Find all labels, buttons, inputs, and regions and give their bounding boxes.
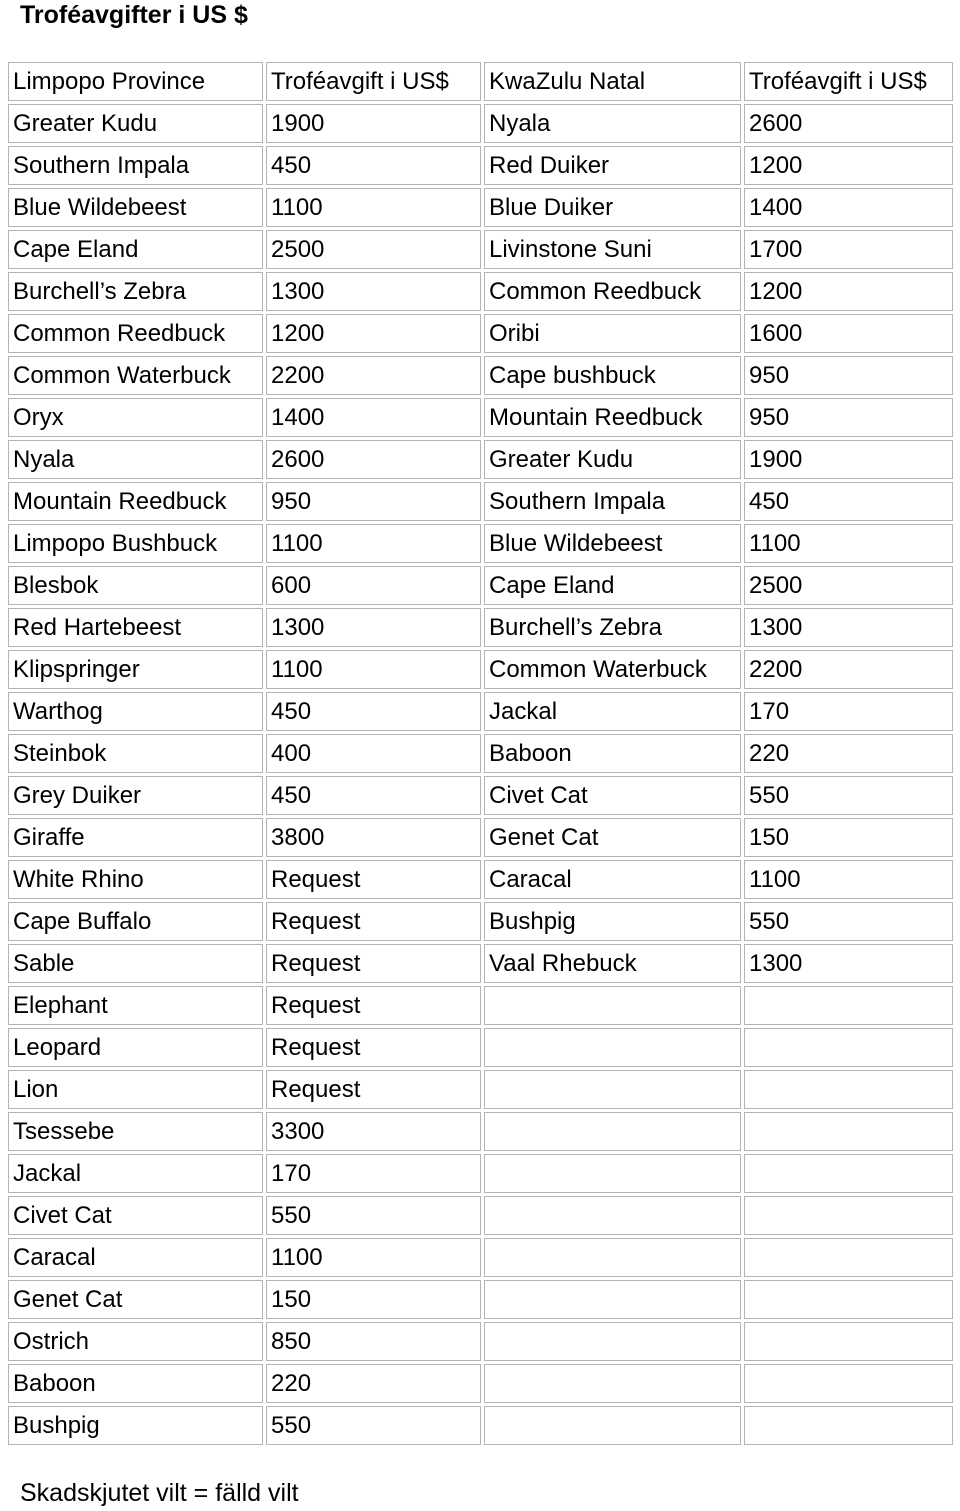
table-row <box>8 818 953 857</box>
kwazulu-fee-cell <box>744 1196 953 1235</box>
kwazulu-fee-cell <box>744 1322 953 1361</box>
kwazulu-fee-cell <box>744 986 953 1025</box>
limpopo-fee-cell: 1300 <box>266 272 481 311</box>
limpopo-species-cell: Cape Buffalo <box>8 902 263 941</box>
limpopo-fee-cell: 1100 <box>266 1238 481 1277</box>
table-row <box>8 146 953 185</box>
table-row <box>8 1070 953 1109</box>
footnote: Skadskjutet vilt = fälld vilt <box>20 1479 299 1507</box>
kwazulu-species-cell: Common Reedbuck <box>484 272 741 311</box>
kwazulu-fee-cell <box>744 1406 953 1445</box>
kwazulu-fee-cell: 550 <box>744 776 953 815</box>
limpopo-species-cell: Ostrich <box>8 1322 263 1361</box>
table-row <box>8 482 953 521</box>
kwazulu-species-cell <box>484 1406 741 1445</box>
limpopo-species-cell: Cape Eland <box>8 230 263 269</box>
limpopo-species-cell: Greater Kudu <box>8 104 263 143</box>
limpopo-fee-cell: 850 <box>266 1322 481 1361</box>
table-row <box>8 104 953 143</box>
kwazulu-fee-cell: 1300 <box>744 944 953 983</box>
limpopo-fee-cell: Request <box>266 944 481 983</box>
limpopo-fee-cell: 550 <box>266 1406 481 1445</box>
limpopo-species-cell: Caracal <box>8 1238 263 1277</box>
table-row <box>8 356 953 395</box>
kwazulu-species-cell <box>484 1280 741 1319</box>
kwazulu-species-cell: Baboon <box>484 734 741 773</box>
limpopo-fee-cell: 400 <box>266 734 481 773</box>
kwazulu-fee-cell: 950 <box>744 356 953 395</box>
limpopo-fee-cell: 2500 <box>266 230 481 269</box>
limpopo-species-cell: Mountain Reedbuck <box>8 482 263 521</box>
limpopo-species-cell: Jackal <box>8 1154 263 1193</box>
limpopo-species-cell: Oryx <box>8 398 263 437</box>
table-row <box>8 1406 953 1445</box>
kwazulu-species-cell: Red Duiker <box>484 146 741 185</box>
limpopo-species-cell: Nyala <box>8 440 263 479</box>
table-row <box>8 986 953 1025</box>
limpopo-fee-cell: Request <box>266 902 481 941</box>
kwazulu-species-cell <box>484 986 741 1025</box>
trophy-fee-table-body <box>8 62 953 1445</box>
limpopo-fee-cell: 1100 <box>266 650 481 689</box>
limpopo-species-cell: Limpopo Bushbuck <box>8 524 263 563</box>
table-row <box>8 650 953 689</box>
table-row <box>8 1154 953 1193</box>
kwazulu-species-cell: Nyala <box>484 104 741 143</box>
page-title: Troféavgifter i US $ <box>20 1 248 29</box>
limpopo-species-cell: Burchell’s Zebra <box>8 272 263 311</box>
limpopo-fee-cell: 450 <box>266 146 481 185</box>
limpopo-species-cell: Steinbok <box>8 734 263 773</box>
table-row <box>8 734 953 773</box>
table-row <box>8 860 953 899</box>
kwazulu-fee-cell: 170 <box>744 692 953 731</box>
kwazulu-species-cell <box>484 1028 741 1067</box>
kwazulu-species-cell: Blue Wildebeest <box>484 524 741 563</box>
kwazulu-species-cell <box>484 1070 741 1109</box>
kwazulu-species-cell <box>484 1154 741 1193</box>
kwazulu-fee-cell: 1100 <box>744 524 953 563</box>
table-row <box>8 440 953 479</box>
limpopo-species-cell: Sable <box>8 944 263 983</box>
kwazulu-species-cell: Jackal <box>484 692 741 731</box>
kwazulu-fee-cell <box>744 1280 953 1319</box>
kwazulu-species-cell: Cape Eland <box>484 566 741 605</box>
limpopo-species-cell: Bushpig <box>8 1406 263 1445</box>
kwazulu-fee-cell: 550 <box>744 902 953 941</box>
kwazulu-fee-cell: 450 <box>744 482 953 521</box>
kwazulu-fee-cell <box>744 1028 953 1067</box>
table-row <box>8 230 953 269</box>
limpopo-species-cell: Blesbok <box>8 566 263 605</box>
kwazulu-species-cell: Southern Impala <box>484 482 741 521</box>
limpopo-fee-cell: 2600 <box>266 440 481 479</box>
limpopo-fee-cell: 950 <box>266 482 481 521</box>
kwazulu-fee-cell: 1200 <box>744 146 953 185</box>
limpopo-species-cell: Giraffe <box>8 818 263 857</box>
header-limpopo-fee: Troféavgift i US$ <box>266 62 481 101</box>
kwazulu-species-cell: Mountain Reedbuck <box>484 398 741 437</box>
limpopo-fee-cell: 450 <box>266 692 481 731</box>
table-row <box>8 1196 953 1235</box>
kwazulu-fee-cell: 2200 <box>744 650 953 689</box>
table-row <box>8 608 953 647</box>
table-row <box>8 1028 953 1067</box>
limpopo-fee-cell: 450 <box>266 776 481 815</box>
limpopo-species-cell: Klipspringer <box>8 650 263 689</box>
table-row <box>8 272 953 311</box>
kwazulu-fee-cell <box>744 1070 953 1109</box>
kwazulu-fee-cell: 950 <box>744 398 953 437</box>
limpopo-fee-cell: 1100 <box>266 524 481 563</box>
kwazulu-fee-cell: 1400 <box>744 188 953 227</box>
limpopo-fee-cell: 3300 <box>266 1112 481 1151</box>
limpopo-fee-cell: 1200 <box>266 314 481 353</box>
kwazulu-fee-cell <box>744 1154 953 1193</box>
table-row <box>8 398 953 437</box>
limpopo-fee-cell: 1400 <box>266 398 481 437</box>
table-row <box>8 902 953 941</box>
kwazulu-fee-cell: 2500 <box>744 566 953 605</box>
kwazulu-species-cell: Caracal <box>484 860 741 899</box>
limpopo-fee-cell: 1300 <box>266 608 481 647</box>
table-row <box>8 314 953 353</box>
kwazulu-species-cell: Vaal Rhebuck <box>484 944 741 983</box>
kwazulu-fee-cell: 1700 <box>744 230 953 269</box>
kwazulu-fee-cell: 1100 <box>744 860 953 899</box>
limpopo-fee-cell: 220 <box>266 1364 481 1403</box>
limpopo-species-cell: Red Hartebeest <box>8 608 263 647</box>
kwazulu-fee-cell: 220 <box>744 734 953 773</box>
table-row <box>8 1238 953 1277</box>
limpopo-species-cell: Southern Impala <box>8 146 263 185</box>
limpopo-fee-cell: Request <box>266 986 481 1025</box>
kwazulu-fee-cell: 1600 <box>744 314 953 353</box>
limpopo-species-cell: Tsessebe <box>8 1112 263 1151</box>
limpopo-species-cell: Civet Cat <box>8 1196 263 1235</box>
table-row <box>8 524 953 563</box>
kwazulu-species-cell: Common Waterbuck <box>484 650 741 689</box>
limpopo-fee-cell: 550 <box>266 1196 481 1235</box>
limpopo-fee-cell: 1100 <box>266 188 481 227</box>
kwazulu-species-cell <box>484 1364 741 1403</box>
limpopo-species-cell: Elephant <box>8 986 263 1025</box>
limpopo-fee-cell: 1900 <box>266 104 481 143</box>
table-row <box>8 944 953 983</box>
kwazulu-fee-cell: 1300 <box>744 608 953 647</box>
kwazulu-fee-cell: 150 <box>744 818 953 857</box>
kwazulu-species-cell <box>484 1112 741 1151</box>
kwazulu-species-cell: Oribi <box>484 314 741 353</box>
limpopo-fee-cell: Request <box>266 1070 481 1109</box>
kwazulu-species-cell: Cape bushbuck <box>484 356 741 395</box>
table-row <box>8 776 953 815</box>
kwazulu-species-cell <box>484 1196 741 1235</box>
limpopo-fee-cell: 150 <box>266 1280 481 1319</box>
kwazulu-species-cell: Livinstone Suni <box>484 230 741 269</box>
limpopo-species-cell: Leopard <box>8 1028 263 1067</box>
table-row <box>8 566 953 605</box>
kwazulu-species-cell: Blue Duiker <box>484 188 741 227</box>
kwazulu-species-cell: Bushpig <box>484 902 741 941</box>
limpopo-fee-cell: 170 <box>266 1154 481 1193</box>
trophy-fee-table <box>5 59 956 1448</box>
limpopo-species-cell: Warthog <box>8 692 263 731</box>
limpopo-species-cell: Grey Duiker <box>8 776 263 815</box>
table-row <box>8 1280 953 1319</box>
kwazulu-fee-cell <box>744 1238 953 1277</box>
limpopo-species-cell: Lion <box>8 1070 263 1109</box>
header-limpopo-province: Limpopo Province <box>8 62 263 101</box>
limpopo-species-cell: Baboon <box>8 1364 263 1403</box>
limpopo-fee-cell: 600 <box>266 566 481 605</box>
kwazulu-species-cell <box>484 1322 741 1361</box>
kwazulu-species-cell <box>484 1238 741 1277</box>
kwazulu-fee-cell <box>744 1112 953 1151</box>
table-header-row <box>8 62 953 101</box>
limpopo-fee-cell: 2200 <box>266 356 481 395</box>
limpopo-species-cell: Genet Cat <box>8 1280 263 1319</box>
kwazulu-species-cell: Genet Cat <box>484 818 741 857</box>
kwazulu-fee-cell <box>744 1364 953 1403</box>
kwazulu-species-cell: Greater Kudu <box>484 440 741 479</box>
limpopo-fee-cell: 3800 <box>266 818 481 857</box>
limpopo-species-cell: Common Reedbuck <box>8 314 263 353</box>
table-row <box>8 692 953 731</box>
kwazulu-fee-cell: 1200 <box>744 272 953 311</box>
limpopo-species-cell: Common Waterbuck <box>8 356 263 395</box>
table-row <box>8 1364 953 1403</box>
table-row <box>8 1322 953 1361</box>
kwazulu-fee-cell: 2600 <box>744 104 953 143</box>
limpopo-species-cell: Blue Wildebeest <box>8 188 263 227</box>
limpopo-fee-cell: Request <box>266 1028 481 1067</box>
kwazulu-species-cell: Civet Cat <box>484 776 741 815</box>
limpopo-fee-cell: Request <box>266 860 481 899</box>
limpopo-species-cell: White Rhino <box>8 860 263 899</box>
table-row <box>8 188 953 227</box>
kwazulu-species-cell: Burchell’s Zebra <box>484 608 741 647</box>
kwazulu-fee-cell: 1900 <box>744 440 953 479</box>
header-kwazulu-fee: Troféavgift i US$ <box>744 62 953 101</box>
table-row <box>8 1112 953 1151</box>
header-kwazulu-natal: KwaZulu Natal <box>484 62 741 101</box>
